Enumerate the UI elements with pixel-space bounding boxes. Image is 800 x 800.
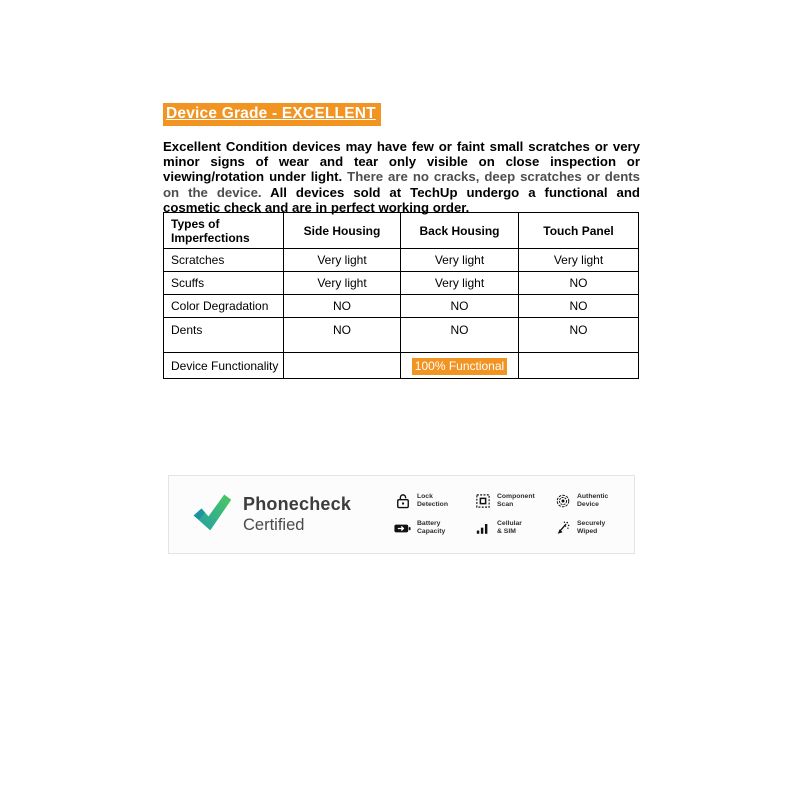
badge-securely-wiped <box>554 520 620 536</box>
certification-badges <box>394 493 620 537</box>
cell <box>284 353 401 379</box>
description-part-3: All devices sold at TechUp undergo a functional and cosmetic check and are in perfect working order. <box>163 184 640 215</box>
badge-label-line1: Battery <box>417 520 441 527</box>
cell: NO <box>284 295 401 318</box>
badge-label-line2: & SIM <box>497 528 516 536</box>
cell: NO <box>401 295 519 318</box>
cell: Very light <box>519 249 639 272</box>
badge-label <box>577 520 605 536</box>
table-row <box>164 249 639 272</box>
header-side-housing: Side Housing <box>284 213 401 249</box>
phonecheck-brand: Phonecheck <box>243 494 352 514</box>
signal-bars-icon <box>474 522 491 535</box>
cell: Very light <box>284 249 401 272</box>
description-part-2: There are no cracks, deep scratches or dents on the device. <box>163 169 640 200</box>
badge-label <box>417 493 448 509</box>
header-types-of-imperfections: Types of Imperfections <box>164 213 284 249</box>
badge-label-line1: Lock <box>417 492 433 500</box>
imperfections-table <box>163 212 639 379</box>
header-touch-panel: Touch Panel <box>519 213 639 249</box>
cell: Very light <box>284 272 401 295</box>
row-label: Scratches <box>164 249 284 272</box>
table-row <box>164 353 639 379</box>
phonecheck-subtitle: Certified <box>243 516 305 534</box>
description-part-1: Excellent Condition devices may have few or faint small scratches or very minor signs of wear and tear only visible on close inspection or viewing/rotation under light. <box>163 139 640 185</box>
cell: NO <box>284 318 401 353</box>
cell <box>401 353 519 379</box>
cell: NO <box>519 318 639 353</box>
checkmark-icon <box>191 491 233 538</box>
badge-component-scan <box>474 493 540 509</box>
badge-battery-capacity <box>394 520 460 536</box>
header-back-housing: Back Housing <box>401 213 519 249</box>
functional-highlight: 100% Functional <box>412 358 507 375</box>
badge-label <box>497 520 522 536</box>
table-row <box>164 295 639 318</box>
badge-lock-detection <box>394 493 460 509</box>
description-paragraph <box>163 139 640 215</box>
row-label: Dents <box>164 318 284 353</box>
badge-authentic-device <box>554 493 620 509</box>
lock-icon <box>394 493 411 509</box>
badge-label-line2: Wiped <box>577 528 598 536</box>
table-row <box>164 272 639 295</box>
wipe-icon <box>554 521 571 535</box>
table-header-row <box>164 213 639 249</box>
phonecheck-logo <box>191 491 351 538</box>
badge-cellular-sim <box>474 520 540 536</box>
cell: NO <box>519 272 639 295</box>
cell: Very light <box>401 272 519 295</box>
row-label: Device Functionality <box>164 353 284 379</box>
page-title: Device Grade - EXCELLENT <box>163 103 381 126</box>
badge-label <box>497 493 535 509</box>
row-label: Color Degradation <box>164 295 284 318</box>
badge-label-line2: Scan <box>497 500 514 508</box>
phonecheck-certified-panel <box>168 475 635 554</box>
cell: Very light <box>401 249 519 272</box>
cell <box>519 353 639 379</box>
table-row <box>164 318 639 353</box>
badge-label-line1: Authentic <box>577 492 609 500</box>
row-label: Scuffs <box>164 272 284 295</box>
cell: NO <box>519 295 639 318</box>
badge-label-line1: Cellular <box>497 520 522 527</box>
phonecheck-logo-text <box>243 494 351 535</box>
component-scan-icon <box>474 494 491 508</box>
badge-label <box>417 520 445 536</box>
battery-icon <box>394 523 411 534</box>
badge-label-line1: Securely <box>577 520 606 527</box>
badge-label-line2: Capacity <box>417 528 446 536</box>
badge-label <box>577 493 608 509</box>
badge-label-line2: Detection <box>417 500 448 508</box>
badge-label-line2: Device <box>577 500 599 508</box>
badge-label-line1: Component <box>497 492 535 500</box>
fingerprint-icon <box>554 494 571 508</box>
cell: NO <box>401 318 519 353</box>
